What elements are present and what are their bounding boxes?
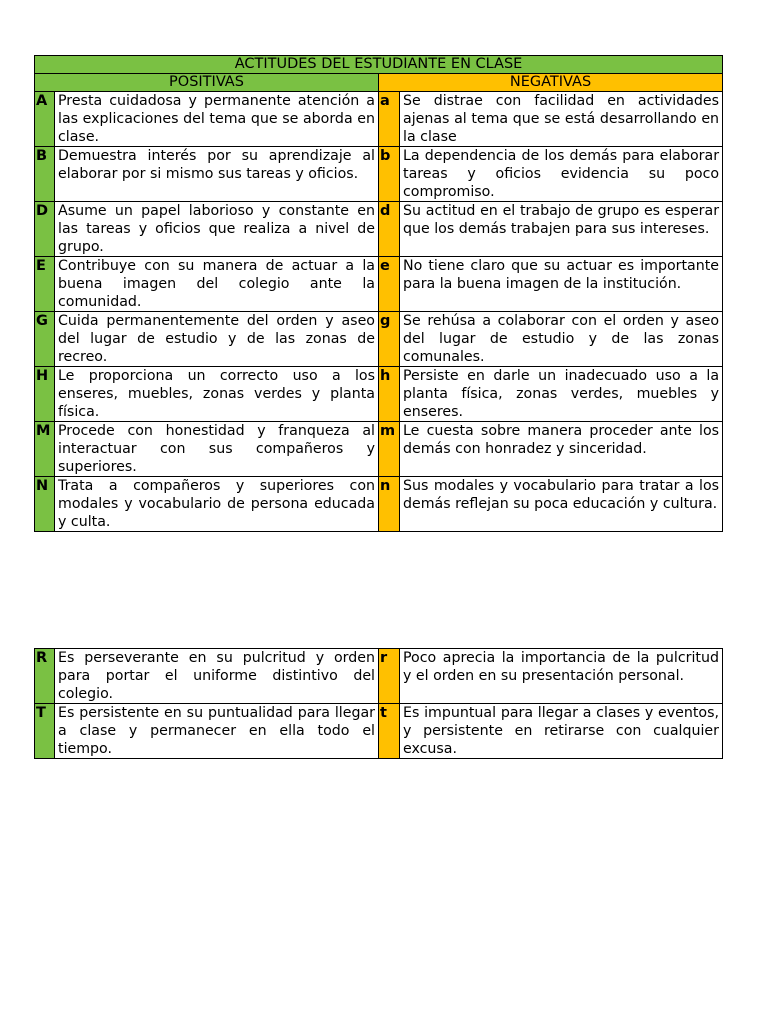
header-row [35, 74, 723, 92]
negative-text: Su actitud en el trabajo de grupo es esperar que los demás trabajen para sus intereses. [400, 202, 723, 257]
negative-letter: t [379, 704, 400, 759]
negative-letter: e [379, 257, 400, 312]
table-row [35, 422, 723, 477]
table-row [35, 312, 723, 367]
table-row [35, 257, 723, 312]
table-row [35, 649, 723, 704]
negative-letter: n [379, 477, 400, 532]
negative-letter: b [379, 147, 400, 202]
negative-text: No tiene claro que su actuar es importante para la buena imagen de la institución. [400, 257, 723, 312]
positive-letter: H [35, 367, 55, 422]
table-title: ACTITUDES DEL ESTUDIANTE EN CLASE [35, 56, 723, 74]
title-row [35, 56, 723, 74]
positive-letter: E [35, 257, 55, 312]
header-negative: NEGATIVAS [379, 74, 723, 92]
positive-letter: D [35, 202, 55, 257]
negative-letter: d [379, 202, 400, 257]
positive-letter: B [35, 147, 55, 202]
table-row [35, 704, 723, 759]
negative-text: La dependencia de los demás para elaborar tareas y oficios evidencia su poco compromiso. [400, 147, 723, 202]
positive-text: Contribuye con su manera de actuar a la buena imagen del colegio ante la comunidad. [55, 257, 379, 312]
positive-text: Es persistente en su puntualidad para llegar a clase y permanecer en ella todo el tiempo. [55, 704, 379, 759]
negative-text: Sus modales y vocabulario para tratar a los demás reflejan su poca educación y cultura. [400, 477, 723, 532]
attitudes-table [34, 55, 723, 532]
negative-letter: a [379, 92, 400, 147]
negative-letter: m [379, 422, 400, 477]
positive-letter: G [35, 312, 55, 367]
table-row [35, 202, 723, 257]
table-row [35, 367, 723, 422]
table-row [35, 147, 723, 202]
negative-letter: r [379, 649, 400, 704]
negative-text: Poco aprecia la importancia de la pulcritud y el orden en su presentación personal. [400, 649, 723, 704]
positive-text: Le proporciona un correcto uso a los enseres, muebles, zonas verdes y planta física. [55, 367, 379, 422]
positive-text: Es perseverante en su pulcritud y orden para portar el uniforme distintivo del colegio. [55, 649, 379, 704]
positive-text: Demuestra interés por su aprendizaje al elaborar por si mismo sus tareas y oficios. [55, 147, 379, 202]
positive-text: Presta cuidadosa y permanente atención a las explicaciones del tema que se aborda en clase. [55, 92, 379, 147]
header-positive: POSITIVAS [35, 74, 379, 92]
negative-text: Es impuntual para llegar a clases y eventos, y persistente en retirarse con cualquier excusa. [400, 704, 723, 759]
positive-letter: A [35, 92, 55, 147]
negative-text: Le cuesta sobre manera proceder ante los demás con honradez y sinceridad. [400, 422, 723, 477]
negative-text: Se rehúsa a colaborar con el orden y aseo del lugar de estudio y de las zonas comunales. [400, 312, 723, 367]
positive-letter: N [35, 477, 55, 532]
positive-letter: M [35, 422, 55, 477]
positive-text: Trata a compañeros y superiores con modales y vocabulario de persona educada y culta. [55, 477, 379, 532]
table-row [35, 477, 723, 532]
positive-letter: T [35, 704, 55, 759]
attitudes-table-extra [34, 648, 723, 759]
positive-text: Asume un papel laborioso y constante en las tareas y oficios que realiza a nivel de grupo. [55, 202, 379, 257]
table-row [35, 92, 723, 147]
positive-text: Cuida permanentemente del orden y aseo del lugar de estudio y de las zonas de recreo. [55, 312, 379, 367]
negative-letter: h [379, 367, 400, 422]
positive-letter: R [35, 649, 55, 704]
negative-text: Se distrae con facilidad en actividades ajenas al tema que se está desarrollando en la clase [400, 92, 723, 147]
positive-text: Procede con honestidad y franqueza al interactuar con sus compañeros y superiores. [55, 422, 379, 477]
negative-letter: g [379, 312, 400, 367]
negative-text: Persiste en darle un inadecuado uso a la planta física, zonas verdes, muebles y enseres. [400, 367, 723, 422]
